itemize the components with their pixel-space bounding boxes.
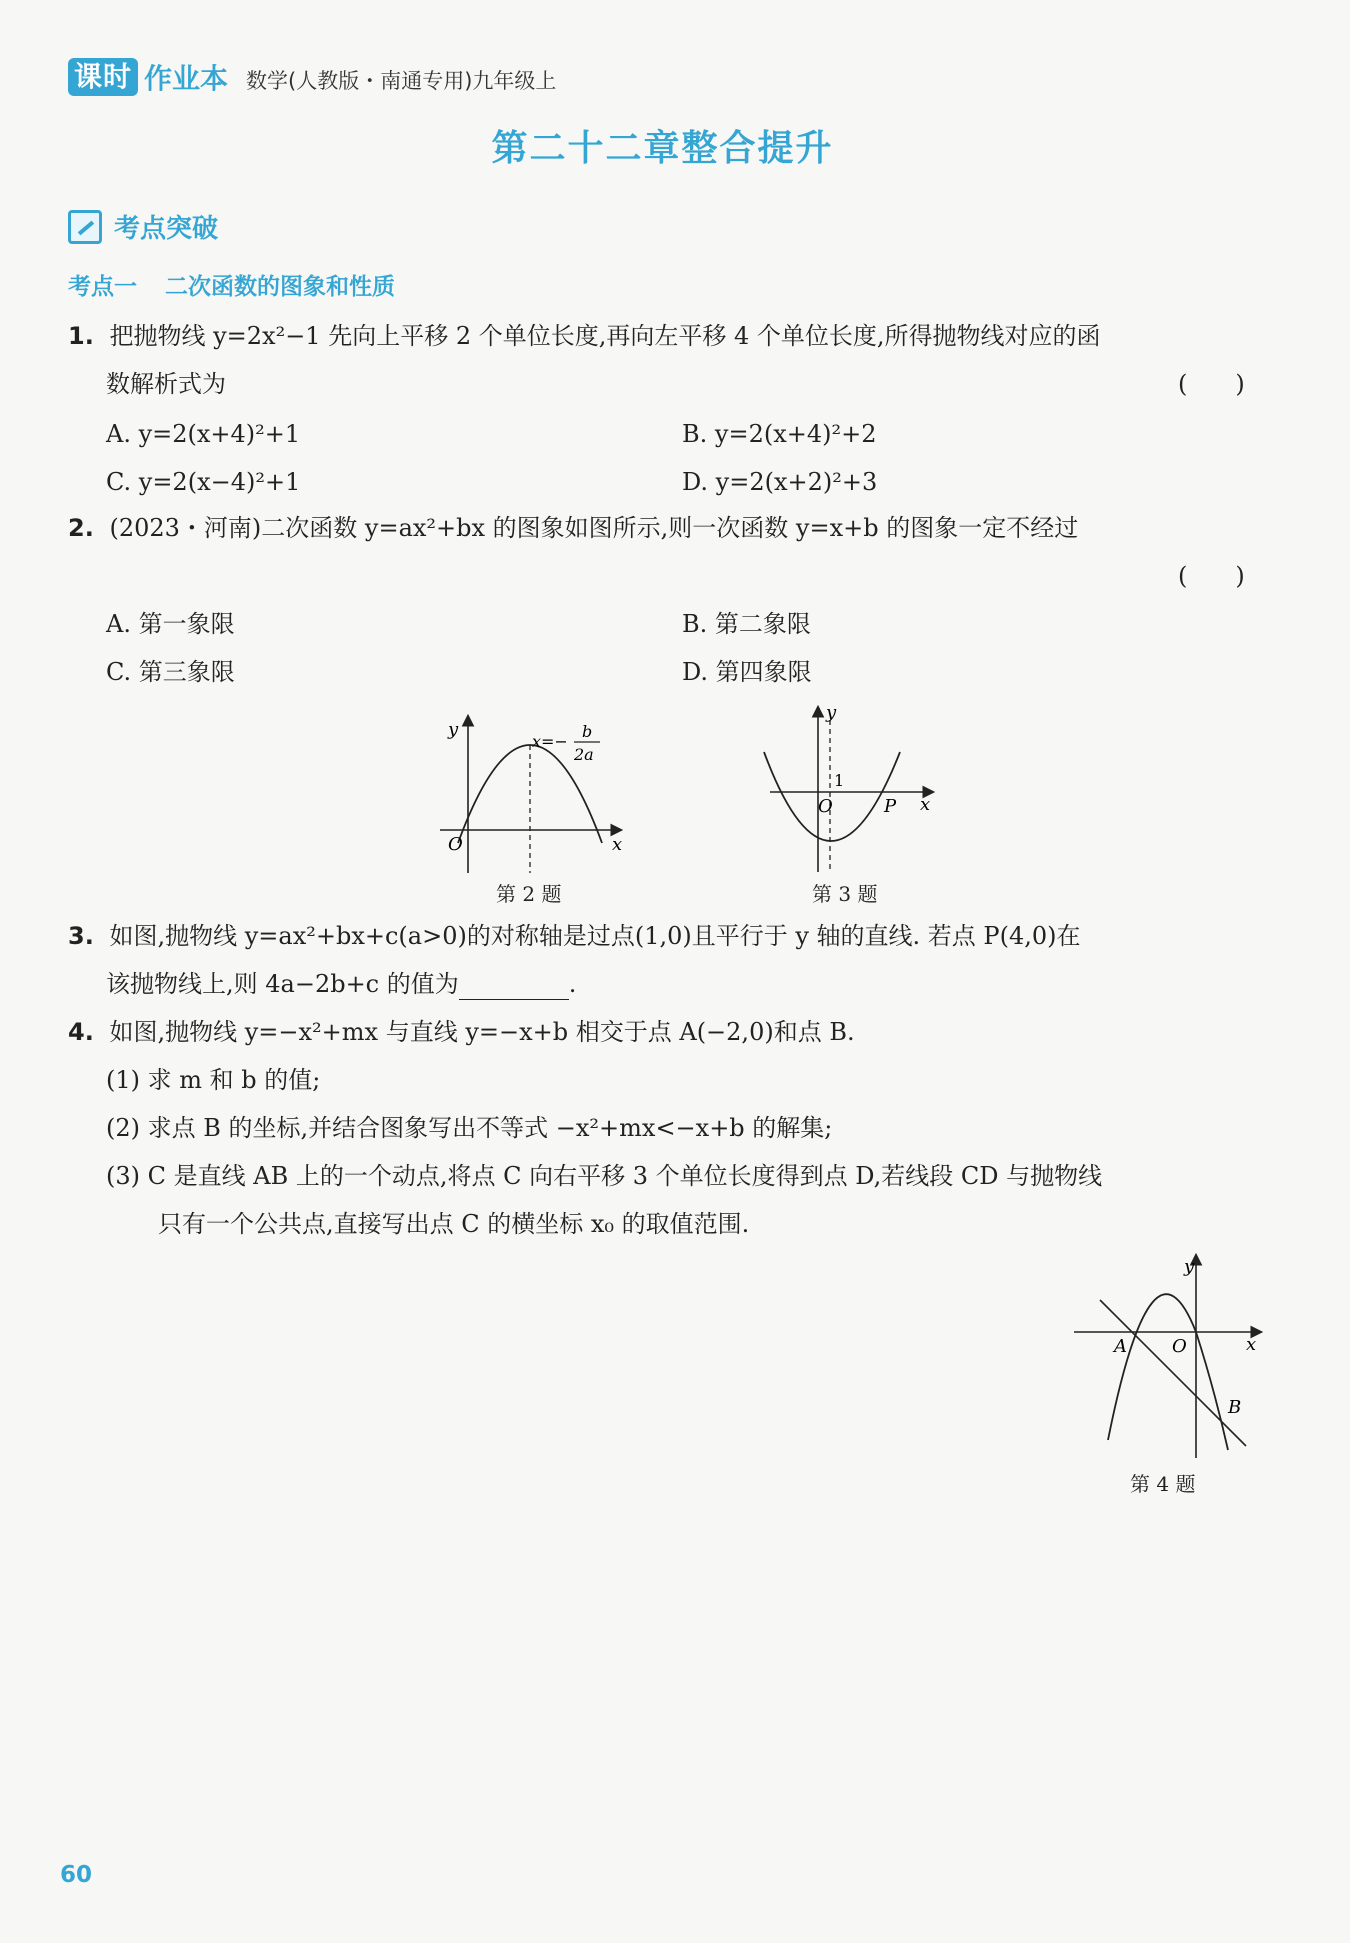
sub-section-heading bbox=[68, 268, 395, 301]
figure-question-2 bbox=[430, 705, 630, 880]
chapter-title: 第二十二章整合提升 bbox=[491, 127, 834, 169]
question-3-line-2 bbox=[106, 968, 576, 1000]
question-1-line-2: 数解析式为 bbox=[106, 370, 226, 398]
question-4-line-1 bbox=[68, 1016, 855, 1048]
figure-3-y-label: y bbox=[826, 702, 837, 723]
figure-4-y-label: y bbox=[1184, 1256, 1195, 1277]
figure-4-graph bbox=[1068, 1250, 1268, 1460]
question-2-line-1 bbox=[68, 512, 1078, 544]
section-label: 考点突破 bbox=[114, 214, 219, 244]
question-4-part-2: (2) 求点 B 的坐标,并结合图象写出不等式 −x²+mx<−x+b 的解集; bbox=[106, 1114, 833, 1142]
question-1-answer-bracket: ( ) bbox=[1178, 370, 1245, 398]
figure-3-origin-label: O bbox=[818, 796, 833, 817]
question-3-line-1 bbox=[68, 920, 1080, 952]
figure-4-origin-label: O bbox=[1172, 1336, 1187, 1357]
figure-4-point-a: A bbox=[1114, 1336, 1127, 1357]
figure-3-point-p: P bbox=[884, 796, 897, 817]
question-4-part-3-line-1: (3) C 是直线 AB 上的一个动点,将点 C 向右平移 3 个单位长度得到点 D,若线段 CD 与抛物线 bbox=[106, 1162, 1103, 1190]
question-1-number: 1. bbox=[68, 322, 94, 350]
brand-name: 作业本 bbox=[144, 62, 229, 95]
question-2-option-a: A. 第一象限 bbox=[106, 610, 235, 638]
question-1-option-a: A. y=2(x+4)²+1 bbox=[106, 420, 301, 448]
figure-4-caption: 第 4 题 bbox=[1130, 1472, 1196, 1496]
figure-2-y-label: y bbox=[448, 719, 459, 740]
question-3-stem-2: 该抛物线上,则 4a−2b+c 的值为 bbox=[106, 970, 459, 998]
figure-2-symmetry-numerator: b bbox=[582, 722, 593, 741]
figure-4-parabola bbox=[1108, 1294, 1228, 1450]
sub-section-number: 考点一 bbox=[68, 274, 137, 300]
book-subtitle: 数学(人教版・南通专用)九年级上 bbox=[246, 69, 557, 93]
figure-2-x-label: x bbox=[612, 834, 623, 855]
figure-4-line-ab bbox=[1100, 1300, 1246, 1446]
figure-2-symmetry-prefix: x=− bbox=[532, 732, 568, 751]
question-1-stem: 把抛物线 y=2x²−1 先向上平移 2 个单位长度,再向左平移 4 个单位长度,所得抛物线对应的函 bbox=[109, 322, 1101, 350]
question-2-option-b: B. 第二象限 bbox=[682, 610, 811, 638]
section-heading bbox=[68, 208, 218, 245]
figure-2-origin-label: O bbox=[448, 834, 463, 855]
page-number: 60 bbox=[60, 1862, 93, 1888]
question-2-option-c: C. 第三象限 bbox=[106, 658, 235, 686]
question-3-number: 3. bbox=[68, 922, 94, 950]
question-4-number: 4. bbox=[68, 1018, 94, 1046]
figure-2-symmetry-denominator: 2a bbox=[574, 745, 594, 764]
question-2-number: 2. bbox=[68, 514, 94, 542]
figure-3-tick-label: 1 bbox=[834, 771, 845, 790]
question-2-answer-bracket: ( ) bbox=[1178, 562, 1245, 590]
question-1-option-b: B. y=2(x+4)²+2 bbox=[682, 420, 877, 448]
figure-2-graph bbox=[430, 705, 630, 880]
question-3-period: . bbox=[568, 970, 577, 998]
question-2-stem: (2023・河南)二次函数 y=ax²+bx 的图象如图所示,则一次函数 y=x+b 的图象一定不经过 bbox=[109, 514, 1079, 542]
question-3-answer-blank[interactable] bbox=[459, 977, 569, 1000]
figure-3-x-label: x bbox=[920, 794, 931, 815]
question-4-stem: 如图,抛物线 y=−x²+mx 与直线 y=−x+b 相交于点 A(−2,0)和点 B. bbox=[109, 1018, 855, 1046]
question-4-part-1: (1) 求 m 和 b 的值; bbox=[106, 1066, 321, 1094]
question-1-option-c: C. y=2(x−4)²+1 bbox=[106, 468, 301, 496]
question-1-line-1 bbox=[68, 320, 1101, 352]
figure-question-3 bbox=[752, 700, 942, 880]
figure-4-x-label: x bbox=[1246, 1334, 1257, 1355]
sub-section-title: 二次函数的图象和性质 bbox=[165, 274, 395, 300]
question-1-option-d: D. y=2(x+2)²+3 bbox=[682, 468, 878, 496]
figure-question-4 bbox=[1068, 1250, 1268, 1460]
figure-4-point-b: B bbox=[1228, 1397, 1242, 1418]
pencil-box-icon bbox=[68, 210, 102, 244]
figure-3-graph bbox=[752, 700, 942, 880]
figure-3-caption: 第 3 题 bbox=[812, 882, 878, 906]
brand-logo-badge: 课时 bbox=[68, 58, 138, 96]
header-brand bbox=[68, 58, 556, 96]
figure-2-caption: 第 2 题 bbox=[496, 882, 562, 906]
question-2-option-d: D. 第四象限 bbox=[682, 658, 812, 686]
question-4-part-3-line-2: 只有一个公共点,直接写出点 C 的横坐标 x₀ 的取值范围. bbox=[158, 1210, 750, 1238]
question-3-stem: 如图,抛物线 y=ax²+bx+c(a>0)的对称轴是过点(1,0)且平行于 y 轴的直线. 若点 P(4,0)在 bbox=[109, 922, 1081, 950]
